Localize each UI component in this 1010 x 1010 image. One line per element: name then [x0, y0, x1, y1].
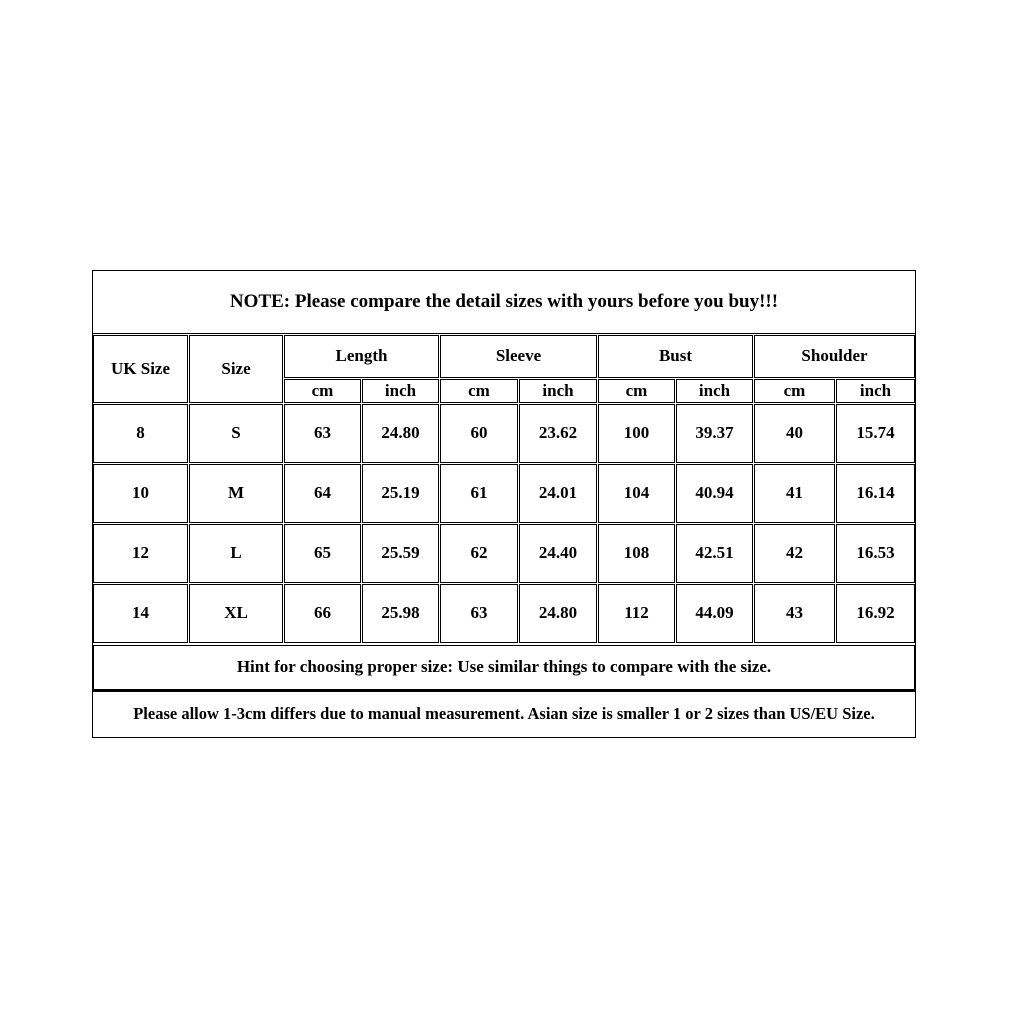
row-14-bust-cm: 112: [598, 584, 675, 643]
row-12-sleeve-inch: 24.40: [519, 524, 597, 583]
header-size: Size: [189, 335, 283, 403]
note-text: NOTE: Please compare the detail sizes with yours before you buy!!!: [229, 290, 779, 312]
unit-sleeve-inch: inch: [519, 379, 597, 403]
row-14-shoulder-inch: 16.92: [836, 584, 915, 643]
row-8-bust-cm: 100: [598, 404, 675, 463]
row-12-length-inch: 25.59: [362, 524, 439, 583]
row-8-length-cm: 63: [284, 404, 361, 463]
unit-bust-cm: cm: [598, 379, 675, 403]
row-10-length-cm: 64: [284, 464, 361, 523]
row-10-bust-inch: 40.94: [676, 464, 753, 523]
row-12-sleeve-cm: 62: [440, 524, 518, 583]
row-10-sleeve-cm: 61: [440, 464, 518, 523]
allow-text: Please allow 1-3cm differs due to manual measurement. Asian size is smaller 1 or 2 sizes than US/EU Size.: [133, 704, 875, 723]
row-14-uk: 14: [93, 584, 188, 643]
row-10-size: M: [189, 464, 283, 523]
row-8-uk: 8: [93, 404, 188, 463]
unit-shoulder-cm: cm: [754, 379, 835, 403]
row-10-bust-cm: 104: [598, 464, 675, 523]
row-8-shoulder-cm: 40: [754, 404, 835, 463]
allow-top-rule: [93, 690, 915, 692]
row-8-bust-inch: 39.37: [676, 404, 753, 463]
row-12-size: L: [189, 524, 283, 583]
row-10-shoulder-inch: 16.14: [836, 464, 915, 523]
header-length: Length: [284, 335, 439, 378]
row-14-length-inch: 25.98: [362, 584, 439, 643]
row-10-uk: 10: [93, 464, 188, 523]
row-14-length-cm: 66: [284, 584, 361, 643]
row-12-length-cm: 65: [284, 524, 361, 583]
row-12-bust-cm: 108: [598, 524, 675, 583]
unit-bust-inch: inch: [676, 379, 753, 403]
row-12-bust-inch: 42.51: [676, 524, 753, 583]
row-8-sleeve-cm: 60: [440, 404, 518, 463]
note-banner: [92, 270, 916, 334]
hint-text: Hint for choosing proper size: Use similar things to compare with the size.: [236, 657, 772, 677]
header-sleeve: Sleeve: [440, 335, 597, 378]
row-8-shoulder-inch: 15.74: [836, 404, 915, 463]
row-8-length-inch: 24.80: [362, 404, 439, 463]
unit-shoulder-inch: inch: [836, 379, 915, 403]
header-shoulder: Shoulder: [754, 335, 915, 378]
header-uk-size: UK Size: [93, 335, 188, 403]
row-14-shoulder-cm: 43: [754, 584, 835, 643]
row-14-bust-inch: 44.09: [676, 584, 753, 643]
row-12-uk: 12: [93, 524, 188, 583]
allow-banner: [93, 691, 915, 737]
row-14-sleeve-inch: 24.80: [519, 584, 597, 643]
row-10-shoulder-cm: 41: [754, 464, 835, 523]
row-8-sleeve-inch: 23.62: [519, 404, 597, 463]
unit-sleeve-cm: cm: [440, 379, 518, 403]
hint-banner: [93, 645, 915, 690]
unit-length-inch: inch: [362, 379, 439, 403]
header-bust: Bust: [598, 335, 753, 378]
unit-length-cm: cm: [284, 379, 361, 403]
row-10-sleeve-inch: 24.01: [519, 464, 597, 523]
row-10-length-inch: 25.19: [362, 464, 439, 523]
row-12-shoulder-cm: 42: [754, 524, 835, 583]
row-14-size: XL: [189, 584, 283, 643]
row-12-shoulder-inch: 16.53: [836, 524, 915, 583]
row-8-size: S: [189, 404, 283, 463]
row-14-sleeve-cm: 63: [440, 584, 518, 643]
